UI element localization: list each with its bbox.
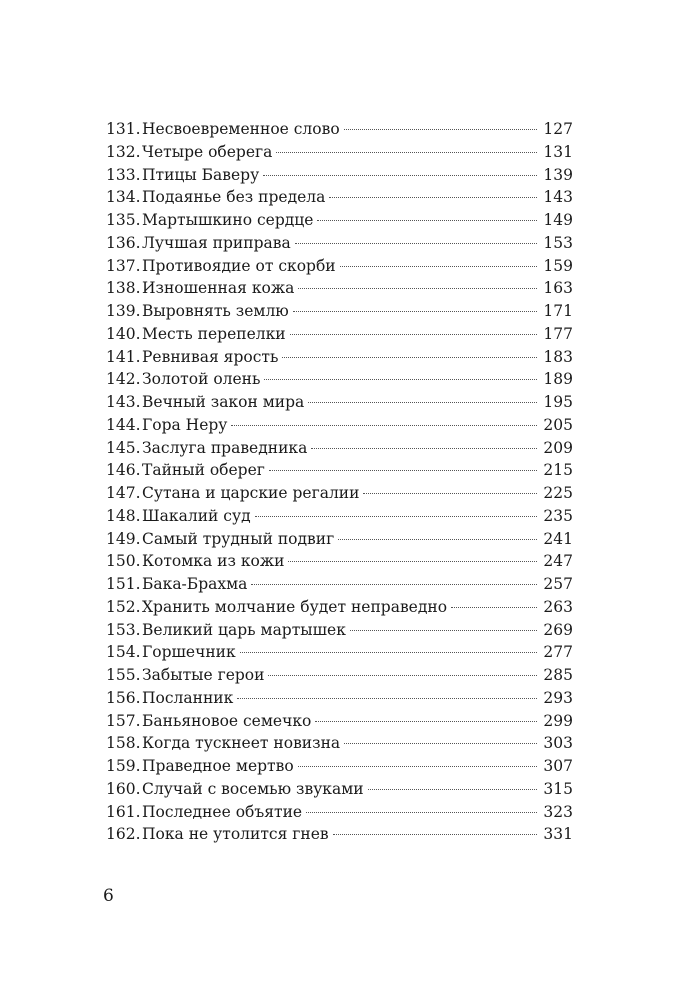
toc-entry [106, 619, 573, 642]
dot-leader [333, 834, 538, 835]
entry-page-number: 209 [543, 438, 573, 457]
entry-number: 156. [106, 688, 141, 707]
toc-entry [106, 505, 573, 528]
entry-page-number: 177 [543, 324, 573, 343]
entry-title: Баньяновое семечко [142, 711, 312, 730]
dot-leader [368, 789, 538, 790]
entry-title: Четыре оберега [142, 142, 273, 161]
dot-leader [451, 607, 537, 608]
entry-title: Последнее объятие [142, 802, 303, 821]
toc-entry [106, 664, 573, 687]
entry-title: Горшечник [142, 643, 236, 662]
entry-page-number: 269 [543, 620, 573, 639]
entry-title: Лучшая приправа [142, 233, 291, 252]
entry-number: 146. [106, 461, 141, 480]
entry-page-number: 139 [543, 165, 573, 184]
entry-page-number: 143 [543, 188, 573, 207]
entry-title: Когда тускнеет новизна [142, 734, 341, 753]
entry-number: 140. [106, 324, 141, 343]
dot-leader [231, 425, 537, 426]
toc-entry [106, 573, 573, 596]
entry-number: 131. [106, 120, 141, 138]
entry-title: Гора Неру [142, 415, 228, 434]
entry-title: Великий царь мартышек [142, 620, 346, 639]
toc-entry [106, 414, 573, 437]
entry-page-number: 247 [543, 552, 573, 571]
entry-number: 155. [106, 666, 141, 684]
entry-page-number: 215 [543, 461, 573, 480]
dot-leader [268, 675, 537, 676]
toc-entry [106, 801, 573, 824]
toc-entry [106, 209, 573, 232]
entry-title: Ревнивая ярость [142, 347, 279, 366]
dot-leader [264, 379, 537, 380]
entry-number: 154. [106, 643, 141, 662]
entry-number: 147. [106, 484, 141, 502]
entry-number: 158. [106, 734, 141, 753]
entry-page-number: 189 [543, 370, 573, 389]
entry-number: 132. [106, 142, 141, 161]
entry-page-number: 205 [543, 415, 573, 434]
entry-number: 137. [106, 256, 141, 275]
entry-title: Сутана и царские регалии [142, 484, 360, 502]
entry-number: 133. [106, 165, 141, 184]
entry-title: Несвоевременное слово [142, 120, 340, 138]
toc-entry [106, 687, 573, 710]
entry-title: Подаянье без предела [142, 188, 326, 207]
entry-page-number: 285 [543, 666, 573, 684]
table-of-contents [106, 118, 573, 846]
dot-leader [308, 402, 537, 403]
toc-entry [106, 482, 573, 505]
dot-leader [263, 175, 537, 176]
toc-entry [106, 323, 573, 346]
dot-leader [282, 357, 537, 358]
entry-title: Шакалий суд [142, 506, 251, 525]
entry-number: 138. [106, 279, 141, 298]
entry-title: Мартышкино сердце [142, 211, 314, 229]
dot-leader [298, 766, 538, 767]
entry-number: 136. [106, 233, 141, 252]
dot-leader [315, 721, 537, 722]
entry-number: 160. [106, 779, 141, 798]
entry-page-number: 149 [543, 211, 573, 229]
entry-title: Вечный закон мира [142, 393, 305, 411]
entry-number: 149. [106, 529, 141, 548]
toc-entry [106, 255, 573, 278]
entry-page-number: 323 [543, 802, 573, 821]
entry-page-number: 195 [543, 393, 573, 411]
entry-number: 144. [106, 415, 141, 434]
entry-number: 148. [106, 506, 141, 525]
toc-entry [106, 346, 573, 369]
dot-leader [276, 152, 537, 153]
entry-page-number: 131 [543, 142, 573, 161]
dot-leader [237, 698, 537, 699]
entry-page-number: 303 [543, 734, 573, 753]
toc-entry [106, 528, 573, 551]
toc-entry [106, 710, 573, 733]
entry-page-number: 127 [543, 120, 573, 138]
dot-leader [340, 266, 538, 267]
dot-leader [293, 311, 538, 312]
toc-entry [106, 732, 573, 755]
entry-title: Забытые герои [142, 666, 265, 684]
entry-page-number: 293 [543, 688, 573, 707]
entry-page-number: 315 [543, 779, 573, 798]
entry-page-number: 257 [543, 575, 573, 593]
entry-number: 162. [106, 825, 141, 844]
dot-leader [240, 652, 538, 653]
entry-title: Посланник [142, 688, 234, 707]
entry-title: Месть перепелки [142, 324, 286, 343]
dot-leader [338, 539, 537, 540]
entry-number: 157. [106, 711, 141, 730]
entry-page-number: 183 [543, 347, 573, 366]
entry-page-number: 263 [543, 597, 573, 616]
entry-title: Тайный оберег [142, 461, 265, 480]
entry-title: Хранить молчание будет неправедно [142, 597, 448, 616]
entry-title: Заслуга праведника [142, 438, 308, 457]
dot-leader [350, 630, 537, 631]
dot-leader [251, 584, 537, 585]
entry-title: Выровнять землю [142, 302, 289, 320]
dot-leader [329, 197, 537, 198]
dot-leader [363, 493, 537, 494]
entry-number: 141. [106, 347, 141, 366]
toc-entry [106, 232, 573, 255]
toc-entry [106, 459, 573, 482]
entry-page-number: 277 [543, 643, 573, 662]
toc-entry [106, 368, 573, 391]
entry-number: 142. [106, 370, 141, 389]
entry-number: 135. [106, 211, 141, 229]
toc-entry [106, 596, 573, 619]
toc-entry [106, 300, 573, 323]
toc-entry [106, 823, 573, 846]
entry-number: 134. [106, 188, 141, 207]
dot-leader [288, 561, 537, 562]
entry-title: Изношенная кожа [142, 279, 295, 298]
entry-page-number: 153 [543, 233, 573, 252]
entry-number: 139. [106, 302, 141, 320]
entry-number: 161. [106, 802, 141, 821]
toc-entry [106, 437, 573, 460]
toc-entry [106, 186, 573, 209]
toc-entry [106, 550, 573, 573]
entry-page-number: 235 [543, 506, 573, 525]
entry-title: Котомка из кожи [142, 552, 285, 571]
toc-entry [106, 118, 573, 141]
toc-entry [106, 755, 573, 778]
toc-entry [106, 391, 573, 414]
dot-leader [255, 516, 538, 517]
entry-title: Пока не утолится гнев [142, 825, 329, 844]
entry-title: Праведное мертво [142, 757, 294, 775]
dot-leader [298, 288, 537, 289]
toc-entry [106, 277, 573, 300]
dot-leader [344, 129, 538, 130]
entry-page-number: 331 [543, 825, 573, 844]
entry-number: 143. [106, 393, 141, 411]
entry-page-number: 225 [543, 484, 573, 502]
dot-leader [311, 448, 537, 449]
dot-leader [317, 220, 537, 221]
entry-page-number: 159 [543, 256, 573, 275]
toc-entry [106, 641, 573, 664]
entry-page-number: 241 [543, 529, 573, 548]
entry-title: Птицы Баверу [142, 165, 260, 184]
entry-number: 151. [106, 575, 141, 593]
entry-title: Противоядие от скорби [142, 256, 336, 275]
entry-page-number: 171 [543, 302, 573, 320]
toc-entry [106, 778, 573, 801]
entry-number: 159. [106, 757, 141, 775]
dot-leader [306, 812, 537, 813]
entry-title: Золотой олень [142, 370, 261, 389]
page-number: 6 [103, 886, 114, 906]
dot-leader [269, 470, 538, 471]
entry-title: Бака-Брахма [142, 575, 248, 593]
entry-page-number: 299 [543, 711, 573, 730]
entry-number: 150. [106, 552, 141, 571]
entry-number: 152. [106, 597, 141, 616]
entry-page-number: 163 [543, 279, 573, 298]
dot-leader [344, 743, 537, 744]
toc-entry [106, 164, 573, 187]
dot-leader [295, 243, 538, 244]
dot-leader [290, 334, 538, 335]
entry-title: Самый трудный подвиг [142, 529, 335, 548]
entry-number: 145. [106, 438, 141, 457]
toc-entry [106, 141, 573, 164]
entry-page-number: 307 [543, 757, 573, 775]
entry-title: Случай с восемью звуками [142, 779, 364, 798]
entry-number: 153. [106, 620, 141, 639]
